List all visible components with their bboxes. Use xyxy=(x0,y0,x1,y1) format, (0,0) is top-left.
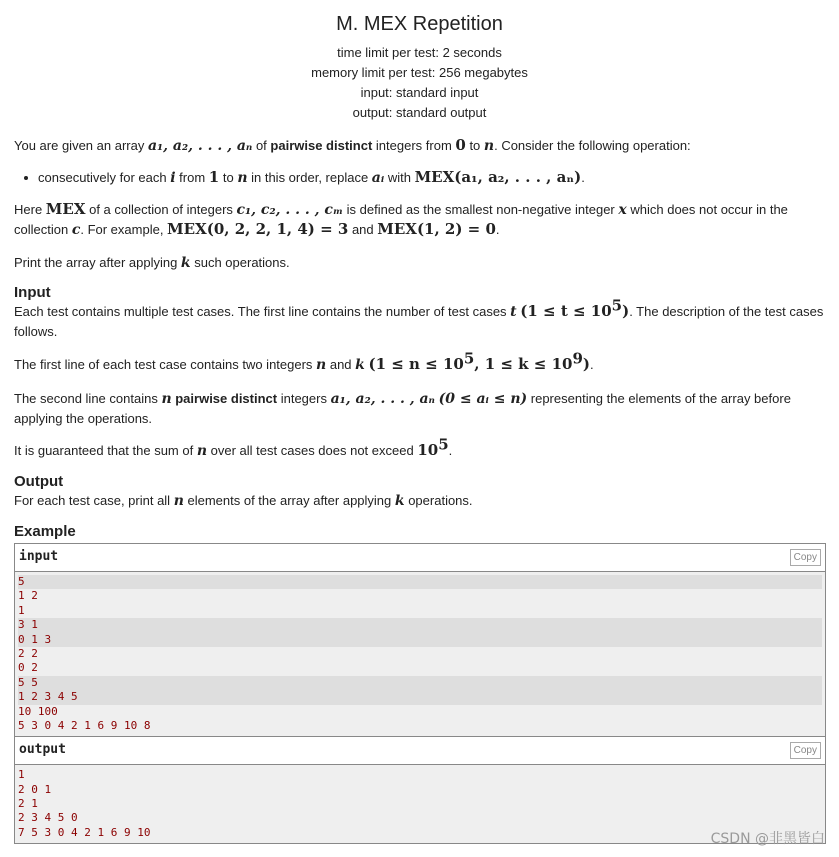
input-section-title: Input xyxy=(14,284,51,301)
output-line: 7 5 3 0 4 2 1 6 9 10 xyxy=(18,825,151,839)
output-label: output xyxy=(19,742,66,758)
example-box xyxy=(14,543,826,844)
input-label: input xyxy=(19,549,59,564)
legend-paragraph-1: You are given an array a₁, a₂, . . . , aₙ of pairwise distinct integers from 0 to n. Consider the following operation: xyxy=(14,136,691,154)
input-line: 0 1 3 xyxy=(18,633,822,647)
input-paragraph-3: The second line contains n pairwise distinct integers a₁, a₂, . . . , aₙ (0 ≤ aᵢ ≤ n) representing the elements of the array before applying the operations. xyxy=(14,391,791,426)
legend-paragraph-3: Print the array after applying k such operations. xyxy=(14,255,290,271)
input-file: input: standard input xyxy=(360,85,479,100)
output-specification xyxy=(14,473,824,511)
input-line: 5 xyxy=(18,575,822,589)
problem-title: M. MEX Repetition xyxy=(336,13,503,35)
output-file: output: standard output xyxy=(352,105,487,120)
math: a₁, a₂, . . . , aₙ xyxy=(147,138,253,154)
math: n xyxy=(483,138,495,154)
input-line: 1 xyxy=(18,603,25,617)
copy-input-button[interactable]: Copy xyxy=(790,549,821,566)
input-line: 3 1 xyxy=(18,618,822,632)
input-line: 0 2 xyxy=(18,661,38,675)
output-line: 2 0 1 xyxy=(18,782,52,796)
input-paragraph-4: It is guaranteed that the sum of n over all test cases does not exceed $10^5$. xyxy=(14,435,453,459)
problem-header xyxy=(0,0,839,123)
watermark: CSDN @非黑皆白 xyxy=(710,831,825,847)
example-title: Example xyxy=(14,523,76,540)
input-line: 1 2 xyxy=(18,589,38,603)
input-content[interactable] xyxy=(15,572,825,736)
output-content[interactable] xyxy=(15,765,825,843)
copy-output-button[interactable]: Copy xyxy=(790,742,821,759)
input-header xyxy=(15,544,825,572)
input-line: 5 3 0 4 2 1 6 9 10 8 xyxy=(18,718,151,732)
time-limit: time limit per test: 2 seconds xyxy=(337,45,502,60)
input-line: 10 100 xyxy=(18,704,58,718)
output-line: 1 xyxy=(18,768,25,782)
input-paragraph-2: The first line of each test case contains two integers n and k ($1 \le n \le 10^5$, $1 \le k \le 10^9$). xyxy=(14,349,594,373)
legend-paragraph-2: Here MEX of a collection of integers c₁, c₂, . . . , cₘ is defined as the smallest non-negative integer x which does not occur in the collection c. For example, MEX(0, 2, 2, 1, 4) = 3 and MEX(1, 2) = 0. xyxy=(14,200,788,238)
operation-list xyxy=(14,168,824,188)
legend xyxy=(14,136,824,273)
example-section xyxy=(14,523,824,541)
output-line: 2 3 4 5 0 xyxy=(18,811,78,825)
math: 0 xyxy=(455,136,466,154)
output-section-title: Output xyxy=(14,473,64,490)
input-line: 1 2 3 4 5 xyxy=(18,690,822,704)
memory-limit: memory limit per test: 256 megabytes xyxy=(311,65,528,80)
input-paragraph-1: Each test contains multiple test cases. The first line contains the number of test cases t $(1 \le t \le 10^5)$. The description of the test cases follows. xyxy=(14,296,824,339)
input-line: 2 2 xyxy=(18,646,38,660)
output-header xyxy=(15,737,825,765)
operation-list-item: consecutively for each i from 1 to n in this order, replace aᵢ with MEX(a₁, a₂, . . . , aₙ). xyxy=(24,168,824,188)
output-paragraph-1: For each test case, print all n elements of the array after applying k operations. xyxy=(14,493,473,509)
input-line: 5 5 xyxy=(18,676,822,690)
output-line: 2 1 xyxy=(18,797,38,811)
input-specification xyxy=(14,284,824,461)
